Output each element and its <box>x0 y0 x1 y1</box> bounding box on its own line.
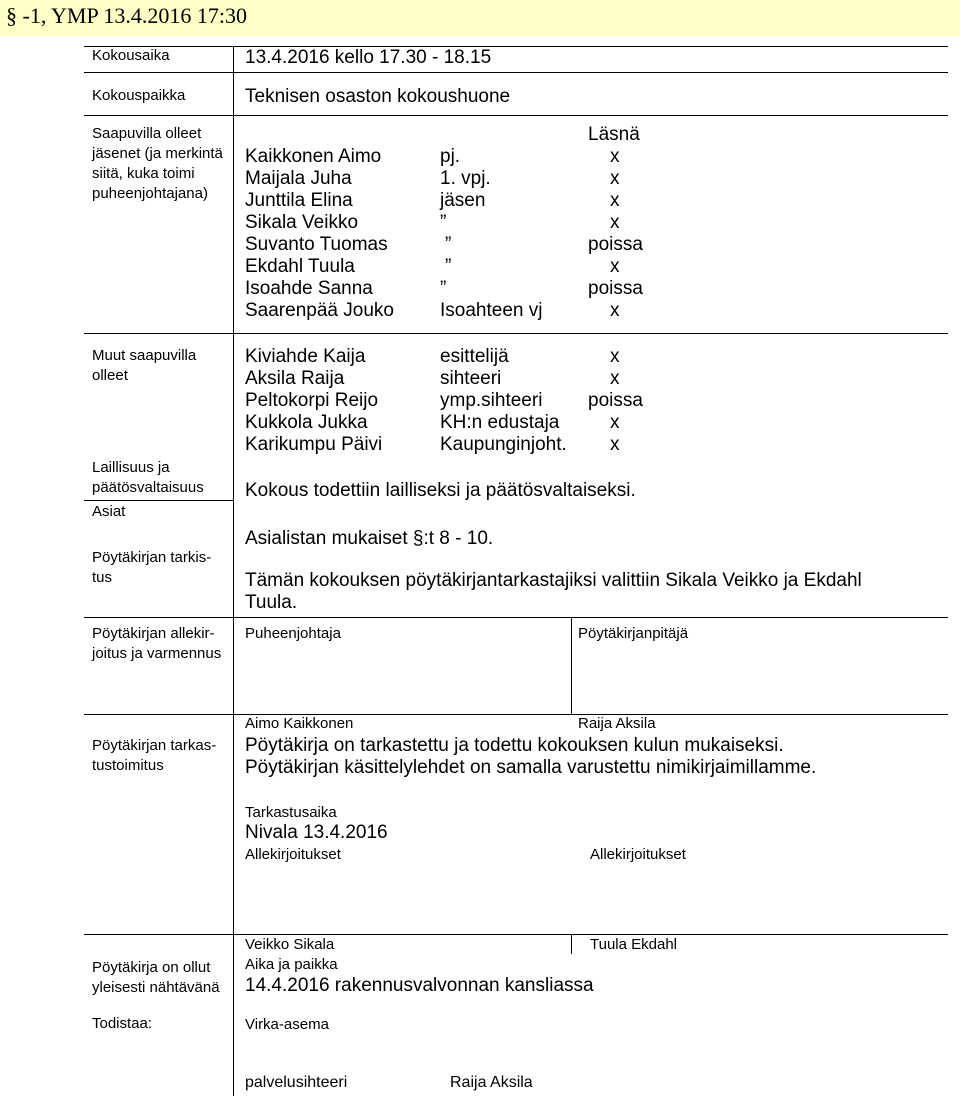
member-status: x <box>610 190 620 211</box>
virka-asema-value: palvelusihteeri <box>245 1074 348 1091</box>
allekirjoitukset-label-2: Allekirjoitukset <box>590 846 686 863</box>
row-line-6 <box>84 934 948 935</box>
signature-divider-2 <box>571 934 572 954</box>
puheenjohtaja-name: Aimo Kaikkonen <box>245 715 354 732</box>
other-role: ymp.sihteeri <box>440 390 543 411</box>
row-line-top <box>84 46 948 47</box>
other-status: poissa <box>588 390 643 411</box>
member-name: Junttila Elina <box>245 190 353 211</box>
label-saapuvilla: Saapuvilla olleet jäsenet (ja merkintä siitä, kuka toimi puheenjohtajana) <box>92 125 223 202</box>
row-line-1 <box>84 72 948 73</box>
document-title: § -1, YMP 13.4.2016 17:30 <box>6 3 247 28</box>
other-role: Kaupunginjoht. <box>440 434 567 455</box>
display-signer: Raija Aksila <box>450 1074 533 1091</box>
other-status: x <box>610 368 620 389</box>
member-name: Ekdahl Tuula <box>245 256 355 277</box>
member-status: x <box>610 256 620 277</box>
puheenjohtaja-label: Puheenjohtaja <box>245 625 341 642</box>
row-line-2 <box>84 115 948 116</box>
member-status: x <box>610 300 620 321</box>
virka-asema-label: Virka-asema <box>245 1016 329 1033</box>
other-name: Kukkola Jukka <box>245 412 368 433</box>
label-tarkistus: Pöytäkirjan tarkis- tus <box>92 549 212 586</box>
member-role: ” <box>445 234 452 255</box>
other-role: sihteeri <box>440 368 502 389</box>
member-role: pj. <box>440 146 461 167</box>
label-muut: Muut saapuvilla olleet <box>92 347 197 384</box>
label-allekirjoitus: Pöytäkirjan allekir- joitus ja varmennus <box>92 625 222 662</box>
member-name: Sikala Veikko <box>245 212 359 233</box>
label-todistaa: Todistaa: <box>92 1015 153 1032</box>
other-status: x <box>610 412 620 433</box>
member-status: poissa <box>588 278 643 299</box>
signature-divider-1 <box>571 617 572 714</box>
allekirjoitukset-label-1: Allekirjoitukset <box>245 846 341 863</box>
column-divider <box>233 46 234 1096</box>
decision-tarkistus: Tämän kokouksen pöytäkirjantarkastajiksi valittiin Sikala Veikko ja Ekdahl Tuula. <box>245 570 862 613</box>
other-name: Aksila Raija <box>245 368 345 389</box>
attendance-header: Läsnä <box>588 124 640 145</box>
poytakirjanpitaja-label: Pöytäkirjanpitäjä <box>578 625 689 642</box>
member-role: Isoahteen vj <box>440 300 543 321</box>
label-laillisuus: Laillisuus ja päätösvaltaisuus <box>92 459 204 496</box>
member-status: x <box>610 146 620 167</box>
decision-laillisuus: Kokous todettiin lailliseksi ja päätösvaltaiseksi. <box>245 480 636 501</box>
other-role: KH:n edustaja <box>440 412 560 433</box>
label-asiat: Asiat <box>92 503 126 520</box>
other-name: Karikumpu Päivi <box>245 434 383 455</box>
member-role: ” <box>440 278 447 299</box>
tarkastusaika-label: Tarkastusaika <box>245 804 337 821</box>
document-header <box>0 0 960 36</box>
tarkastusaika-value: Nivala 13.4.2016 <box>245 822 388 843</box>
other-name: Kiviahde Kaija <box>245 346 366 367</box>
other-status: x <box>610 346 620 367</box>
label-kokousaika: Kokousaika <box>92 47 170 64</box>
label-kokouspaikka: Kokouspaikka <box>92 87 186 104</box>
member-role: ” <box>440 212 447 233</box>
member-role: ” <box>445 256 452 277</box>
meeting-time: 13.4.2016 kello 17.30 - 18.15 <box>245 47 492 68</box>
member-status: x <box>610 212 620 233</box>
member-name: Kaikkonen Aimo <box>245 146 382 167</box>
signer-1: Veikko Sikala <box>245 936 335 953</box>
other-name: Peltokorpi Reijo <box>245 390 379 411</box>
signer-2: Tuula Ekdahl <box>590 936 677 953</box>
decision-asiat: Asialistan mukaiset §:t 8 - 10. <box>245 528 494 549</box>
member-name: Saarenpää Jouko <box>245 300 394 321</box>
member-name: Isoahde Sanna <box>245 278 373 299</box>
inspection-text: Pöytäkirja on tarkastettu ja todettu kokouksen kulun mukaiseksi. Pöytäkirjan käsittelylehdet on samalla varustettu nimikirjaimillamme. <box>245 735 817 778</box>
member-status: x <box>610 168 620 189</box>
label-divider <box>84 500 233 501</box>
member-role: jäsen <box>440 190 486 211</box>
member-name: Maijala Juha <box>245 168 352 189</box>
label-tarkastustoimitus: Pöytäkirjan tarkas- tustoimitus <box>92 737 217 774</box>
row-line-4 <box>84 617 948 618</box>
row-line-5 <box>84 714 948 715</box>
aika-ja-paikka-value: 14.4.2016 rakennusvalvonnan kansliassa <box>245 975 594 996</box>
row-line-3 <box>84 333 948 334</box>
poytakirjanpitaja-name: Raija Aksila <box>578 715 656 732</box>
member-role: 1. vpj. <box>440 168 491 189</box>
other-role: esittelijä <box>440 346 509 367</box>
aika-ja-paikka-label: Aika ja paikka <box>245 956 338 973</box>
label-nahtavana: Pöytäkirja on ollut yleisesti nähtävänä <box>92 959 220 996</box>
other-status: x <box>610 434 620 455</box>
member-name: Suvanto Tuomas <box>245 234 388 255</box>
member-status: poissa <box>588 234 643 255</box>
meeting-place: Teknisen osaston kokoushuone <box>245 86 511 107</box>
